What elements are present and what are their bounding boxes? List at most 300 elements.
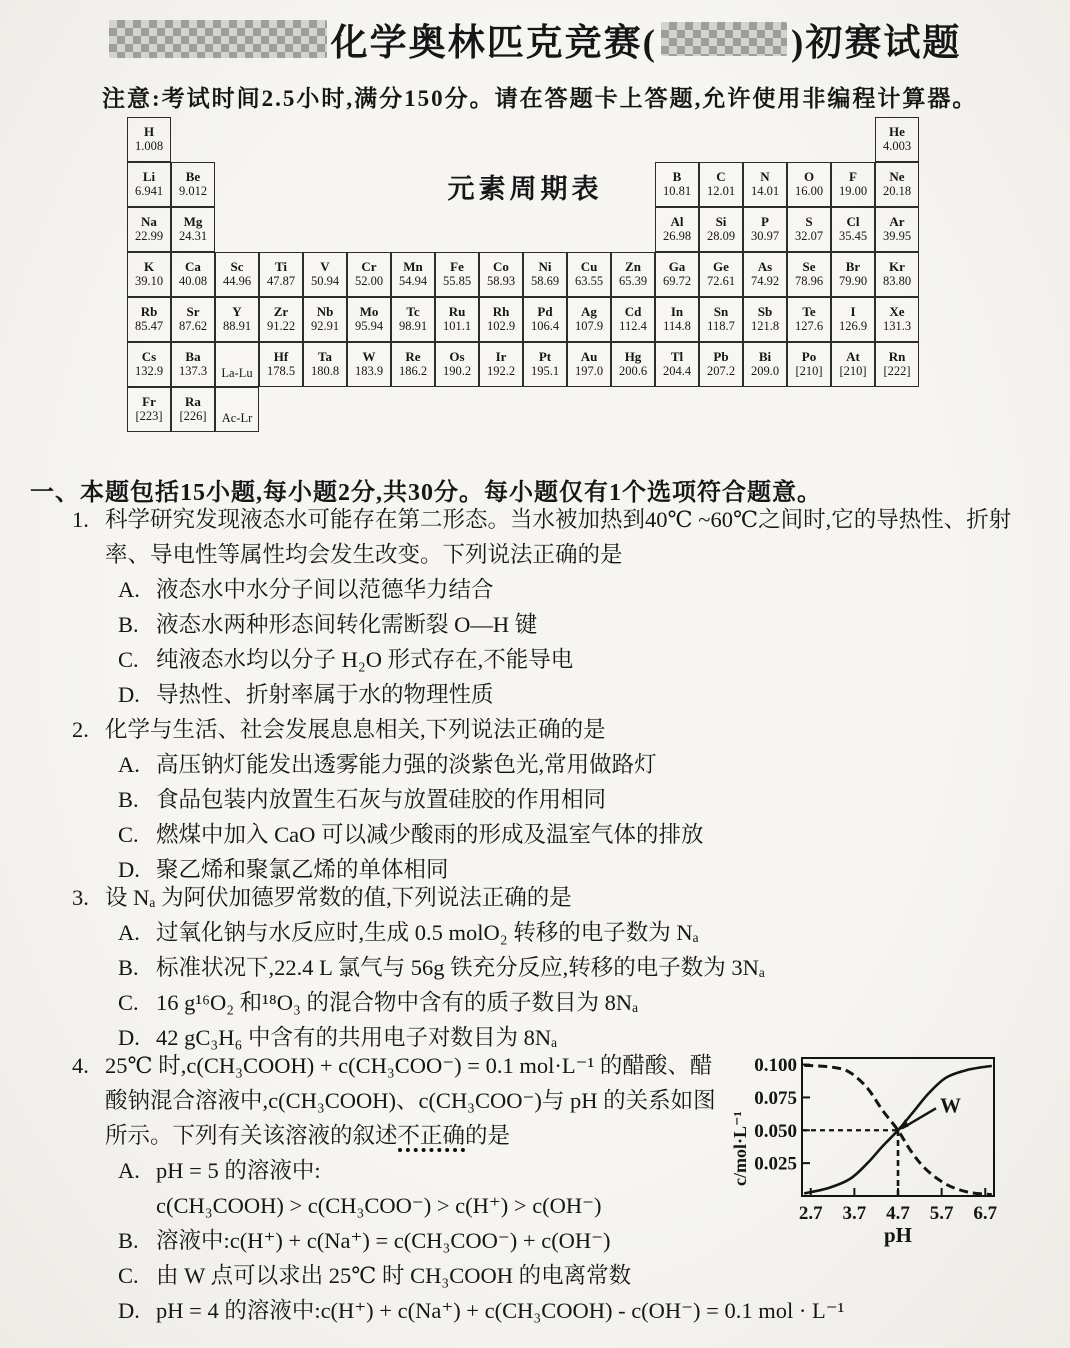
element-cell-Zr [259, 297, 303, 342]
option-text: pH = 4 的溶液中:c(H⁺) + c(Na⁺) + c(CH₃COOH) - c(OH⁻) = 0.1 mol · L⁻¹ [156, 1298, 845, 1323]
y-tick-label: 0.100 [754, 1055, 797, 1077]
element-mass: 118.7 [707, 318, 735, 333]
element-range-label: La-Lu [221, 366, 253, 381]
option-label: C. [118, 990, 139, 1015]
option-label: B. [118, 955, 139, 980]
element-mass: [223] [135, 408, 163, 423]
element-cell-Pd [523, 297, 567, 342]
element-symbol: W [362, 349, 376, 365]
element-mass: 55.85 [442, 273, 472, 288]
redacted-block [661, 22, 787, 56]
element-cell-P [743, 207, 787, 252]
element-symbol: F [849, 169, 857, 185]
element-cell-Ti [259, 252, 303, 297]
element-symbol: Rh [492, 304, 510, 320]
element-mass: 26.98 [662, 228, 692, 243]
element-cell-Ca [171, 252, 215, 297]
element-mass: 87.62 [178, 318, 208, 333]
element-symbol: I [850, 304, 856, 320]
option-text: 纯液态水均以分子 H₂O 形式存在,不能导电 [156, 647, 574, 672]
element-mass: [210] [839, 363, 867, 378]
element-symbol: Re [405, 349, 421, 365]
stem-text: 化学与生活、社会发展息息相关,下列说法正确的是 [105, 717, 606, 742]
option-text: 液态水两种形态间转化需断裂 O—H 键 [156, 612, 538, 637]
element-mass: 92.91 [310, 318, 340, 333]
element-mass: 32.07 [794, 228, 824, 243]
element-cell-Hf [259, 342, 303, 387]
element-symbol: Ir [495, 349, 507, 365]
element-symbol: Ca [185, 259, 201, 275]
element-symbol: V [320, 259, 330, 275]
element-mass: 121.8 [750, 318, 780, 333]
option-label: C. [118, 1263, 139, 1288]
option-label: C. [118, 822, 139, 847]
element-cell-As [743, 252, 787, 297]
element-cell-Mo [347, 297, 391, 342]
element-cell-Be [171, 162, 215, 207]
element-symbol: C [716, 169, 726, 185]
element-cell-B [655, 162, 699, 207]
element-mass: [226] [179, 408, 207, 423]
element-symbol: N [760, 169, 770, 185]
element-symbol: Ni [538, 259, 552, 275]
element-cell-Au [567, 342, 611, 387]
element-range-label: Ac-Lr [221, 411, 253, 426]
element-mass: 10.81 [662, 183, 692, 198]
option-label: B. [118, 787, 139, 812]
element-cell-Sb [743, 297, 787, 342]
element-mass: 192.2 [486, 363, 516, 378]
element-mass: 131.3 [882, 318, 912, 333]
option-D [60, 677, 1022, 712]
element-symbol: Mo [359, 304, 379, 320]
element-mass: 204.4 [662, 363, 692, 378]
option-text: 导热性、折射率属于水的物理性质 [156, 682, 494, 707]
element-cell-Sr [171, 297, 215, 342]
element-cell-Na [127, 207, 171, 252]
element-mass: 16.00 [794, 183, 824, 198]
element-mass: 40.08 [178, 273, 208, 288]
element-symbol: Tl [670, 349, 684, 365]
element-symbol: He [889, 124, 905, 140]
element-mass: 132.9 [134, 363, 164, 378]
option-text: 聚乙烯和聚氯乙烯的单体相同 [156, 857, 449, 882]
element-symbol: Hg [624, 349, 642, 365]
x-axis-label: pH [883, 1223, 913, 1247]
element-cell-Cu [567, 252, 611, 297]
element-mass: 58.69 [530, 273, 560, 288]
element-cell-Bi [743, 342, 787, 387]
option-C [60, 642, 1022, 677]
element-symbol: Xe [889, 304, 905, 320]
element-symbol: Te [802, 304, 816, 320]
graph-svg [730, 1048, 1022, 1260]
element-cell-Fr [127, 387, 171, 432]
option-text: 42 gC₃H₆ 中含有的共用电子对数目为 8Nₐ [156, 1025, 558, 1050]
element-cell-Tc [391, 297, 435, 342]
y-tick-label: 0.050 [754, 1120, 797, 1142]
element-cell-Co [479, 252, 523, 297]
element-symbol: Y [232, 304, 242, 320]
concentration-ph-graph [730, 1048, 1022, 1260]
element-mass: [222] [883, 363, 911, 378]
option-C [60, 1258, 1022, 1293]
option-text: 标准状况下,22.4 L 氯气与 56g 铁充分反应,转移的电子数为 3Nₐ [156, 955, 766, 980]
element-mass: 114.8 [663, 318, 691, 333]
option-label: A. [118, 577, 140, 602]
element-symbol: Hf [273, 349, 289, 365]
element-mass: 39.95 [882, 228, 912, 243]
x-tick-label: 6.7 [973, 1203, 998, 1224]
element-cell-Mg [171, 207, 215, 252]
option-text: pH = 5 的溶液中: [156, 1158, 321, 1183]
element-mass: 98.91 [398, 318, 428, 333]
element-cell-Po [787, 342, 831, 387]
element-cell-K [127, 252, 171, 297]
element-symbol: Se [802, 259, 816, 275]
element-cell-Se [787, 252, 831, 297]
element-cell-Ga [655, 252, 699, 297]
element-mass: [210] [795, 363, 823, 378]
element-mass: 126.9 [838, 318, 868, 333]
element-symbol: Cr [361, 259, 377, 275]
stem-text: 科学研究发现液态水可能存在第二形态。当水被加热到40℃ ~60℃之间时,它的导热性、折射率、导电性等属性均会发生改变。下列说法正确的是 [105, 507, 1012, 567]
question-number: 3. [72, 885, 89, 910]
element-cell-At [831, 342, 875, 387]
element-mass: 183.9 [354, 363, 384, 378]
element-cell-Cr [347, 252, 391, 297]
element-mass: 137.3 [178, 363, 208, 378]
element-symbol: Pt [538, 349, 552, 365]
element-symbol: Ba [185, 349, 201, 365]
x-tick-label: 4.7 [886, 1203, 910, 1224]
element-symbol: Rb [140, 304, 158, 320]
element-symbol: Li [142, 169, 156, 185]
option-D [60, 1293, 1022, 1328]
element-mass: 112.4 [619, 318, 647, 333]
element-mass: 54.94 [398, 273, 428, 288]
element-cell-Os [435, 342, 479, 387]
element-mass: 24.31 [178, 228, 208, 243]
element-cell-Sc [215, 252, 259, 297]
element-symbol: S [805, 214, 813, 230]
option-A [60, 572, 1022, 607]
element-cell-Tl [655, 342, 699, 387]
element-mass: 178.5 [266, 363, 296, 378]
element-cell-Ge [699, 252, 743, 297]
option-label: C. [118, 647, 139, 672]
element-cell-H [127, 117, 171, 162]
option-A [60, 747, 1022, 782]
element-mass: 186.2 [398, 363, 428, 378]
element-mass: 197.0 [574, 363, 604, 378]
stem-emphasis: 不正确 [398, 1123, 466, 1152]
element-symbol: Nb [316, 304, 334, 320]
element-cell-Ir [479, 342, 523, 387]
element-cell-Cl [831, 207, 875, 252]
element-symbol: H [143, 124, 155, 140]
element-mass: 101.1 [442, 318, 472, 333]
title-text-suffix: )初赛试题 [791, 23, 962, 64]
element-symbol: Os [449, 349, 465, 365]
question-number: 4. [72, 1053, 89, 1078]
option-text: 过氧化钠与水反应时,生成 0.5 molO₂ 转移的电子数为 Nₐ [156, 920, 699, 945]
question-2 [60, 712, 1022, 887]
option-text: 16 g¹⁶O₂ 和¹⁸O₃ 的混合物中含有的质子数目为 8Nₐ [156, 990, 639, 1015]
element-symbol: Tc [406, 304, 420, 320]
y-tick-label: 0.025 [754, 1153, 797, 1175]
element-symbol: Au [580, 349, 598, 365]
element-cell-Nb [303, 297, 347, 342]
element-mass: 69.72 [662, 273, 692, 288]
stem-text: 25℃ 时,c(CH₃COOH) + c(CH₃COO⁻) = 0.1 mol·L⁻¹ 的醋酸、醋酸钠混合溶液中,c(CH₃COOH)、c(CH₃COO⁻)与 pH 的关系如图所示。下列有关该溶液的叙述 [105, 1053, 716, 1148]
element-mass: 190.2 [442, 363, 472, 378]
option-label: A. [118, 920, 140, 945]
element-symbol: Ar [889, 214, 905, 230]
element-symbol: Mn [403, 259, 423, 275]
element-mass: 106.4 [530, 318, 560, 333]
element-cell-Al [655, 207, 699, 252]
option-label: D. [118, 1298, 140, 1323]
periodic-table [127, 117, 919, 432]
element-cell-Kr [875, 252, 919, 297]
element-cell-Pt [523, 342, 567, 387]
element-symbol: B [672, 169, 682, 185]
option-label: D. [118, 1025, 140, 1050]
redacted-block [109, 20, 327, 58]
option-label: B. [118, 1228, 139, 1253]
question-stem [60, 880, 1022, 915]
element-symbol: Br [845, 259, 861, 275]
element-symbol: Fr [142, 394, 156, 410]
element-symbol: Cu [580, 259, 598, 275]
element-cell-Ra [171, 387, 215, 432]
element-mass: 200.6 [618, 363, 648, 378]
element-symbol: Po [801, 349, 817, 365]
element-cell-Rn [875, 342, 919, 387]
element-mass: 72.61 [706, 273, 736, 288]
element-symbol: As [757, 259, 773, 275]
element-cell-Cs [127, 342, 171, 387]
element-symbol: Ru [448, 304, 466, 320]
element-symbol: Cd [624, 304, 642, 320]
element-symbol: Zn [625, 259, 641, 275]
option-B [60, 950, 1022, 985]
option-label: A. [118, 752, 140, 777]
element-cell-Cd [611, 297, 655, 342]
option-text: 溶液中:c(H⁺) + c(Na⁺) = c(CH₃COO⁻) + c(OH⁻) [156, 1228, 611, 1253]
element-symbol: Ne [889, 169, 905, 185]
element-mass: 78.96 [794, 273, 824, 288]
element-mass: 30.97 [750, 228, 780, 243]
element-cell-Zn [611, 252, 655, 297]
x-tick-label: 3.7 [842, 1203, 867, 1224]
element-mass: 44.96 [222, 273, 252, 288]
element-mass: 50.94 [310, 273, 340, 288]
element-mass: 180.8 [310, 363, 340, 378]
element-symbol: O [803, 169, 815, 185]
element-cell-Ta [303, 342, 347, 387]
element-mass: 85.47 [134, 318, 164, 333]
element-cell-Rb [127, 297, 171, 342]
element-mass: 207.2 [706, 363, 736, 378]
element-cell-Ne [875, 162, 919, 207]
element-symbol: Fe [450, 259, 464, 275]
element-cell-Fe [435, 252, 479, 297]
element-cell-Ni [523, 252, 567, 297]
element-cell-F [831, 162, 875, 207]
element-symbol: Kr [889, 259, 905, 275]
element-symbol: Zr [273, 304, 289, 320]
element-cell-La-Lu [215, 342, 259, 387]
x-tick-label: 5.7 [929, 1203, 954, 1224]
element-mass: 107.9 [574, 318, 604, 333]
element-cell-W [347, 342, 391, 387]
element-cell-Si [699, 207, 743, 252]
element-cell-Ba [171, 342, 215, 387]
element-symbol: Cs [141, 349, 157, 365]
element-mass: 52.00 [354, 273, 384, 288]
element-cell-Pb [699, 342, 743, 387]
element-symbol: Co [493, 259, 509, 275]
element-cell-Mn [391, 252, 435, 297]
element-cell-O [787, 162, 831, 207]
option-A [60, 915, 1022, 950]
element-cell-Ac-Lr [215, 387, 259, 432]
element-mass: 58.93 [486, 273, 516, 288]
element-cell-V [303, 252, 347, 297]
element-mass: 65.39 [618, 273, 648, 288]
exam-notice: 注意:考试时间2.5小时,满分150分。请在答题卡上答题,允许使用非编程计算器。 [102, 86, 978, 111]
option-label: A. [118, 1158, 140, 1183]
element-mass: 19.00 [838, 183, 868, 198]
element-mass: 47.87 [266, 273, 296, 288]
element-mass: 83.80 [882, 273, 912, 288]
question-stem [60, 712, 1022, 747]
question-4 [60, 1048, 1022, 1328]
element-cell-Sn [699, 297, 743, 342]
element-symbol: Ag [581, 304, 597, 320]
element-symbol: Cl [846, 214, 860, 230]
question-number: 1. [72, 507, 89, 532]
x-tick-label: 2.7 [798, 1203, 823, 1224]
title-text-main: 化学奥林匹克竞赛( [330, 23, 657, 64]
question-3 [60, 880, 1022, 1055]
option-B [60, 782, 1022, 817]
option-text: 液态水中水分子间以范德华力结合 [156, 577, 494, 602]
element-symbol: Bi [758, 349, 772, 365]
element-symbol: Sn [713, 304, 729, 320]
element-mass: 79.90 [838, 273, 868, 288]
page-title [0, 12, 1070, 66]
element-cell-Xe [875, 297, 919, 342]
element-symbol: Ge [713, 259, 729, 275]
element-symbol: Al [670, 214, 684, 230]
element-cell-S [787, 207, 831, 252]
element-mass: 74.92 [750, 273, 780, 288]
element-cell-Y [215, 297, 259, 342]
element-cell-I [831, 297, 875, 342]
element-mass: 4.003 [882, 138, 912, 153]
option-C [60, 985, 1022, 1020]
element-symbol: In [670, 304, 684, 320]
element-mass: 102.9 [486, 318, 516, 333]
stem-text: 设 Nₐ 为阿伏加德罗常数的值,下列说法正确的是 [105, 885, 572, 910]
element-mass: 14.01 [750, 183, 780, 198]
element-mass: 63.55 [574, 273, 604, 288]
element-symbol: Sr [186, 304, 200, 320]
question-1 [60, 502, 1022, 712]
element-mass: 91.22 [266, 318, 296, 333]
element-cell-Rh [479, 297, 523, 342]
option-C [60, 817, 1022, 852]
question-number: 2. [72, 717, 89, 742]
element-cell-He [875, 117, 919, 162]
element-mass: 88.91 [222, 318, 252, 333]
element-cell-C [699, 162, 743, 207]
element-mass: 20.18 [882, 183, 912, 198]
y-tick-label: 0.075 [754, 1087, 797, 1109]
element-cell-Li [127, 162, 171, 207]
element-symbol: At [846, 349, 860, 365]
element-mass: 1.008 [134, 138, 164, 153]
element-symbol: Rn [888, 349, 906, 365]
element-symbol: Be [185, 169, 201, 185]
point-w-label: W [940, 1093, 961, 1118]
element-symbol: Si [715, 214, 727, 230]
element-symbol: K [143, 259, 155, 275]
option-text: 高压钠灯能发出透雾能力强的淡紫色光,常用做路灯 [156, 752, 657, 777]
element-mass: 95.94 [354, 318, 384, 333]
element-mass: 209.0 [750, 363, 780, 378]
element-symbol: Na [141, 214, 157, 230]
element-cell-N [743, 162, 787, 207]
option-B [60, 607, 1022, 642]
element-symbol: Sc [230, 259, 244, 275]
element-symbol: Ra [185, 394, 201, 410]
option-text: 由 W 点可以求出 25℃ 时 CH₃COOH 的电离常数 [156, 1263, 632, 1288]
element-mass: 195.1 [530, 363, 560, 378]
element-cell-Ar [875, 207, 919, 252]
question-stem [60, 502, 1022, 572]
option-text: 燃煤中加入 CaO 可以减少酸雨的形成及温室气体的排放 [156, 822, 704, 847]
element-mass: 22.99 [134, 228, 164, 243]
element-mass: 9.012 [178, 183, 208, 198]
element-symbol: Pd [537, 304, 553, 320]
element-cell-Hg [611, 342, 655, 387]
option-label: D. [118, 682, 140, 707]
element-cell-Ag [567, 297, 611, 342]
element-mass: 35.45 [838, 228, 868, 243]
option-text: 食品包装内放置生石灰与放置硅胶的作用相同 [156, 787, 607, 812]
periodic-table-title: 元素周期表 [447, 174, 603, 204]
element-symbol: Mg [183, 214, 203, 230]
element-cell-Te [787, 297, 831, 342]
element-symbol: Pb [713, 349, 729, 365]
element-symbol: Ta [318, 349, 332, 365]
element-mass: 39.10 [134, 273, 164, 288]
element-cell-Br [831, 252, 875, 297]
element-cell-Ru [435, 297, 479, 342]
element-cell-Re [391, 342, 435, 387]
element-symbol: Ga [668, 259, 686, 275]
stem-text: 的是 [465, 1123, 511, 1148]
element-symbol: P [761, 214, 769, 230]
option-text: c(CH₃COOH) > c(CH₃COO⁻) > c(H⁺) > c(OH⁻) [156, 1193, 602, 1218]
y-axis-label: c/mol·L⁻¹ [730, 1111, 750, 1186]
option-label: B. [118, 612, 139, 637]
option-label: D. [118, 857, 140, 882]
